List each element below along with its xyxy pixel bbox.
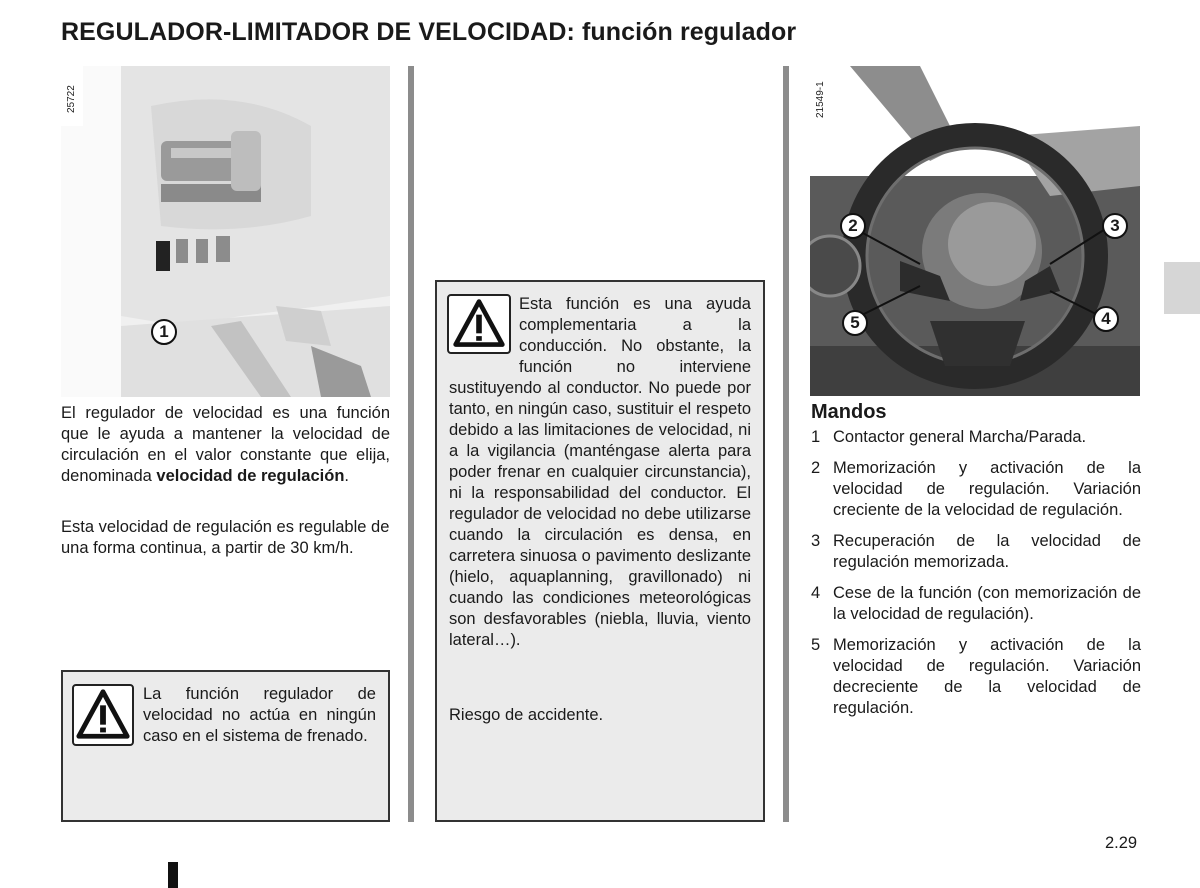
safety-warning-text <box>449 294 751 651</box>
left-dashboard-photo <box>61 66 390 397</box>
item-number: 5 <box>811 636 821 654</box>
intro-text: El regulador de velocidad es una función que le ayuda a mantener la velocidad de circulación en el valor constante que elija, denominada <box>61 404 390 485</box>
item-text: Memorización y activación de la velocidad de regulación. Variación decreciente de la velocidad de regulación. <box>833 636 1141 717</box>
crop-mark <box>168 862 178 888</box>
callout-3: 3 <box>1102 213 1128 239</box>
item-text: Contactor general Marcha/Parada. <box>833 428 1087 446</box>
accident-risk-text: Riesgo de accidente. <box>449 706 604 724</box>
speed-range-paragraph: Esta velocidad de regulación es regulable de una forma continua, a partir de 30 km/h. <box>61 518 390 557</box>
safety-warning-main: Esta función es una ayuda complementaria a la conducción. No obstante, la función no interviene sustituyendo al conductor. No puede por tanto, en ningún caso, sustituir el respeto debido a las limitaciones de velocidad, ni a la vigilancia (manténgase alerta para poder frenar en cualquier circunstancia), ni la responsabilidad del conductor. El regulador de velocidad no debe utilizarse cuando la circulación es densa, en carretera sinuosa o pavimento deslizante (hielo, aquaplanning, gravillonado) ni cuando las condiciones meteorológicas son desfavorables (niebla, lluvia, viento lateral…). <box>449 295 751 649</box>
item-number: 1 <box>811 428 821 446</box>
brake-warning-box <box>61 670 390 822</box>
item-number: 3 <box>811 532 821 550</box>
column-rule-left <box>408 66 414 822</box>
callout-5: 5 <box>842 310 868 336</box>
intro-paragraph <box>61 403 390 487</box>
callout-2: 2 <box>840 213 866 239</box>
page-number: 2.29 <box>1105 834 1138 852</box>
intro-end: . <box>344 467 349 485</box>
warning-triangle-icon <box>72 684 134 746</box>
item-number: 4 <box>811 584 821 602</box>
list-item <box>811 635 1141 719</box>
intro-bold-term: velocidad de regulación <box>156 467 345 485</box>
list-item <box>811 531 1141 573</box>
callout-1: 1 <box>151 319 177 345</box>
controls-heading: Mandos <box>811 401 887 423</box>
page-title: REGULADOR-LIMITADOR DE VELOCIDAD: función regulador <box>61 18 797 46</box>
warning-float-spacer <box>449 294 519 378</box>
column-rule-right <box>783 66 789 822</box>
safety-warning-box <box>435 280 765 822</box>
brake-warning-text: La función regulador de velocidad no actúa en ningún caso en el sistema de frenado. <box>143 685 376 745</box>
list-item <box>811 427 1141 448</box>
section-tab <box>1164 262 1200 314</box>
right-figure-code: 21549-1 <box>815 81 826 118</box>
list-item <box>811 583 1141 625</box>
callout-4: 4 <box>1093 306 1119 332</box>
item-text: Memorización y activación de la velocidad de regulación. Variación creciente de la velocidad de regulación. <box>833 459 1141 519</box>
item-text: Cese de la función (con memorización de la velocidad de regulación). <box>833 584 1141 623</box>
item-text: Recuperación de la velocidad de regulación memorizada. <box>833 532 1141 571</box>
list-item <box>811 458 1141 521</box>
item-number: 2 <box>811 459 821 477</box>
left-figure-code: 25722 <box>66 85 77 113</box>
controls-list <box>811 427 1141 729</box>
